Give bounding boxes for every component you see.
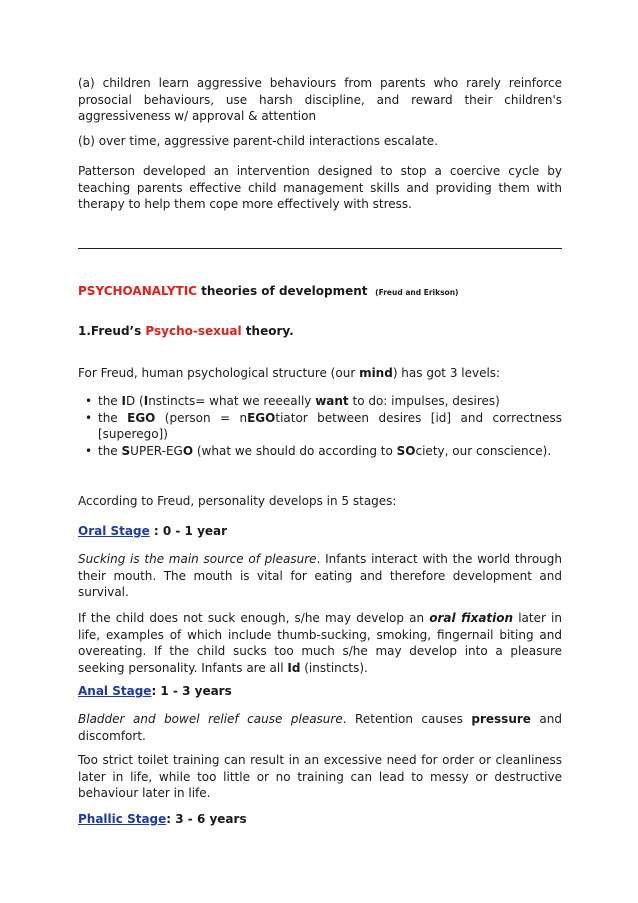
anal-paragraph-2: Too strict toilet training can result in an excessive need for order or cleanliness later in life, while too little or no training can lead to messy or destructive behaviour later in life. [78,753,562,800]
anal-paragraph-1: Bladder and bowel relief cause pleasure. Retention causes pressure and discomfort. [78,712,563,743]
mind-levels-list [78,393,562,459]
intro-paragraph-b: (b) over time, aggressive parent-child interactions escalate. [78,134,438,148]
oral-stage-heading: Oral Stage : 0 - 1 year [78,524,228,538]
section-divider [78,248,562,249]
list-item-ego: • the EGO (person = nEGOtiator between desires [id] and correctness [superego]) [85,410,562,441]
list-item-id: • the ID (Instincts= what we reeeally want to do: impulses, desires) [85,394,500,408]
list-item-superego: • the SUPER-EGO (what we should do according to SOciety, our conscience). [85,443,552,458]
intro-paragraph-a: (a) children learn aggressive behaviours from parents who rarely reinforce prosocial behaviours, use harsh discipline, and reward their children's aggressiveness w/ approval & attention [78,76,562,123]
oral-paragraph-2: If the child does not suck enough, s/he may develop an oral fixation later in life, examples of which include thumb-sucking, smoking, fingernail biting and overeating. If the child sucks too much s/he may develop into a pleasure seeking personality. Infants are all Id (instincts). [78,611,562,675]
stages-intro: According to Freud, personality develops in 5 stages: [78,494,397,508]
oral-paragraph-1: Sucking is the main source of pleasure. Infants interact with the world through their mouth. The mouth is vital for eating and therefore development and survival. [78,552,562,599]
anal-stage-heading: Anal Stage: 1 - 3 years [78,684,232,698]
phallic-stage-heading: Phallic Stage: 3 - 6 years [78,812,247,826]
freud-heading: 1.Freud’s Psycho-sexual theory. [78,324,294,338]
section-heading: PSYCHOANALYTIC theories of development (Freud and Erikson) [78,284,459,298]
freud-intro: For Freud, human psychological structure (our mind) has got 3 levels: [78,366,501,380]
patterson-paragraph: Patterson developed an intervention designed to stop a coercive cycle by teaching parents effective child management skills and providing them with therapy to help them cope more effectively with stress. [78,164,562,211]
